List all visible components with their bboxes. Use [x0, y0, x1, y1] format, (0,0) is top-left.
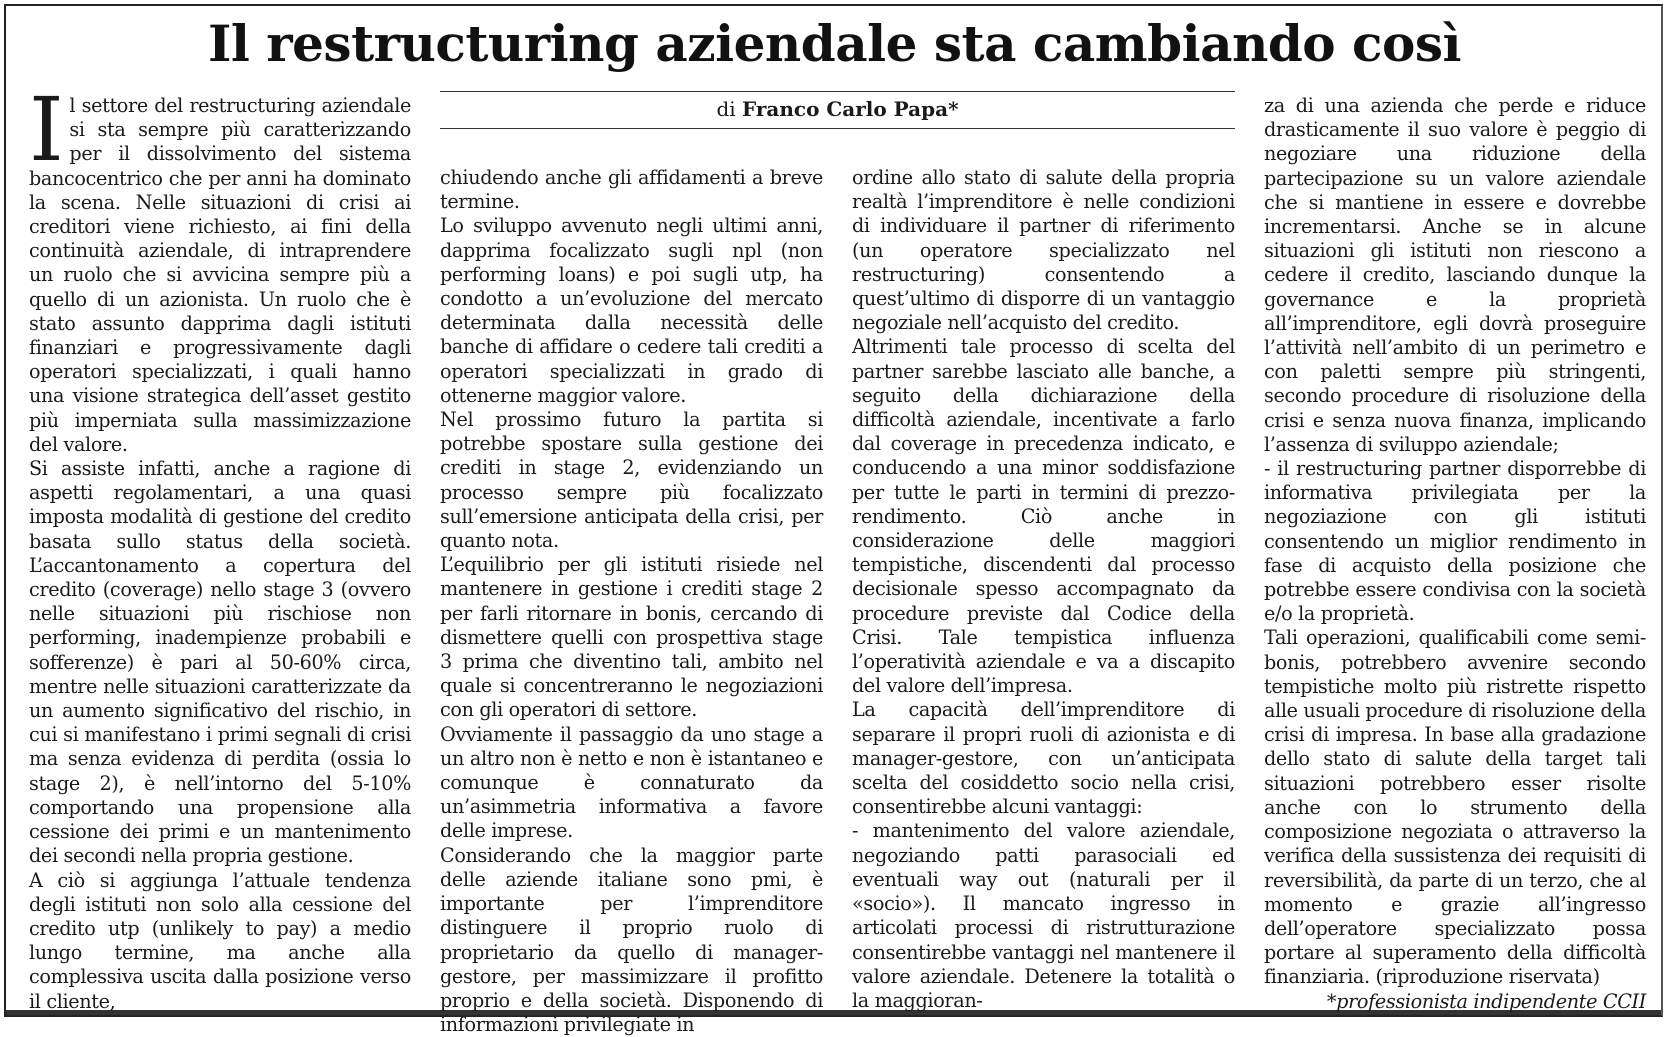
paragraph: Considerando che la maggior parte delle aziende italiane sono pmi, è importante per l’imprenditore distinguere il proprio ruolo di proprietario da quello di manager-gestore, per massimizzare il profitto proprio e della società. Disponendo di informazioni privilegiate in [440, 843, 823, 1037]
paragraph: - il restructuring partner disporrebbe di informativa privilegiata per la negoziazione con gli istituti consentendo un miglior rendimento in fase di acquisto della posizione che potrebbe essere condivisa con la società e/o la proprietà. [1264, 457, 1646, 626]
paragraph: L’equilibrio per gli istituti risiede nel mantenere in gestione i crediti stage 2 per farli ritornare in bonis, cercando di dismettere quelli con prospettiva stage 3 prima che diventino tali, ambito nel quale si concentreranno le negoziazioni con gli operatori di settore. [440, 553, 823, 722]
dropcap: I [29, 78, 64, 181]
paragraph: Nel prossimo futuro la partita si potrebbe spostare sulla gestione dei crediti in stage 2, evidenziando un processo sempre più focalizzato sull’emersione anticipata della crisi, per quanto nota. [440, 408, 823, 553]
paragraph: Tali operazioni, qualificabili come semi-bonis, potrebbero avvenire secondo tempistiche molto più ristrette rispetto alle usuali procedure di risoluzione della crisi di impresa. In base alla gradazione dello stato di salute della target tali situazioni potrebbero esser risolte anche con lo strumento della composizione negoziata o attraverso la verifica della sussistenza dei requisiti di reversibilità, da parte di un terzo, che al momento e grazie all’ingresso dell’operatore specializzato possa portare al superamento della difficoltà finanziaria. (riproduzione riservata) [1264, 626, 1646, 989]
author-footnote: *professionista indipendente CCII [1326, 989, 1646, 1013]
paragraph: Lo sviluppo avvenuto negli ultimi anni, dapprima focalizzato sugli npl (non performing loans) e poi sugli utp, ha condotto a un’evoluzione del mercato determinata dalla necessità delle banche di affidare o cedere tali crediti a operatori specializzati in grado di ottenerne maggior valore. [440, 214, 823, 407]
paragraph: ordine allo stato di salute della propria realtà l’imprenditore è nelle condizioni di individuare il partner di riferimento (un operatore specializzato nel restructuring) consentendo a quest’ultimo di disporre di un vantaggio negoziale nell’acquisto del credito. [852, 166, 1235, 335]
paragraph: za di una azienda che perde e riduce drasticamente il suo valore è peggio di negoziare una riduzione della partecipazione su un valore aziendale che si mantiene in essere e dovrebbe incrementarsi. Anche se in alcune situazioni gli istituti non riescono a cedere il credito, lasciando dunque la governance e la proprietà all’imprenditore, egli dovrà proseguire l’attività nell’ambito di un perimetro e con paletti sempre più stringenti, secondo procedure di risoluzione della crisi e senza nuova finanza, implicando l’assenza di sviluppo aziendale; [1264, 94, 1646, 456]
paragraph-text: l settore del restructuring aziendale si sta sempre più caratterizzando per il dissolvimento del sistema bancocentrico che per anni ha dominato la scena. Nelle situazioni di crisi ai creditori viene richiesto, ai fini della continuità aziendale, di intraprendere un ruolo che si avvicina sempre più a quello di un azionista. Un ruolo che è stato assunto dapprima dagli istituti finanziari e progressivamente dagli operatori specializzati, i quali hanno una visione strategica dell’asset gestito più imperniata sulla massimizzazione del valore. [29, 94, 411, 456]
column-4 [1264, 94, 1646, 1014]
paragraph: Altrimenti tale processo di scelta del partner sarebbe lasciato alle banche, a seguito della dichiarazione della difficoltà aziendale, incentivate a farlo dal coverage in precedenza indicato, e conducendo a una minor soddisfazione per tutte le parti in termini di prezzo-rendimento. Ciò anche in considerazione delle maggiori tempistiche, discendenti dal processo decisionale spesso accompagnato da procedure previste dal Codice della Crisi. Tale tempistica influenza l’operatività aziendale e va a discapito del valore dell’impresa. [852, 335, 1235, 698]
headline: Il restructuring aziendale sta cambiando così [207, 14, 1461, 73]
paragraph: - mantenimento del valore aziendale, negoziando patti parasociali ed eventuali way out (naturali per il «socio»). Il mancato ingresso in articolati processi di ristrutturazione consentirebbe vantaggi nel mantenere il valore aziendale. Detenere la totalità o la maggioran- [852, 819, 1235, 1012]
paragraph: La capacità dell’imprenditore di separare il propri ruoli di azionista e di manager-gestore, con un’anticipata scelta del cosiddetto socio nella crisi, consentirebbe alcuni vantaggi: [852, 698, 1235, 819]
column-2 [440, 166, 823, 1037]
byline-author: Franco Carlo Papa* [742, 97, 959, 121]
byline-prefix: di [716, 97, 736, 121]
column-1 [29, 78, 411, 1014]
paragraph: Ovviamente il passaggio da uno stage a un altro non è netto e non è istantaneo e comunque è connaturato da un’asimmetria informativa a favore delle imprese. [440, 722, 823, 843]
paragraph: chiudendo anche gli affidamenti a breve termine. [440, 166, 823, 214]
paragraph: A ciò si aggiunga l’attuale tendenza degli istituti non solo alla cessione del credito utp (unlikely to pay) a medio lungo termine, ma anche alla complessiva uscita dalla posizione verso il cliente, [29, 868, 411, 1013]
paragraph: Si assiste infatti, anche a ragione di aspetti regolamentari, a una quasi imposta modalità di gestione del credito basata sullo status della società. L’accantonamento a copertura del credito (coverage) nello stage 3 (ovvero nelle situazioni più rischiose non performing, inadempienze probabili e sofferenze) è pari al 50-60% circa, mentre nelle situazioni caratterizzate da un aumento significativo del rischio, in cui si manifestano i primi segnali di crisi ma senza evidenza di perdita (ossia lo stage 2), è nell’intorno del 5-10% comportando una propensione alla cessione dei primi e un mantenimento dei secondi nella propria gestione. [29, 457, 411, 868]
paragraph [29, 78, 411, 457]
column-3 [852, 166, 1235, 1013]
byline [440, 91, 1235, 129]
